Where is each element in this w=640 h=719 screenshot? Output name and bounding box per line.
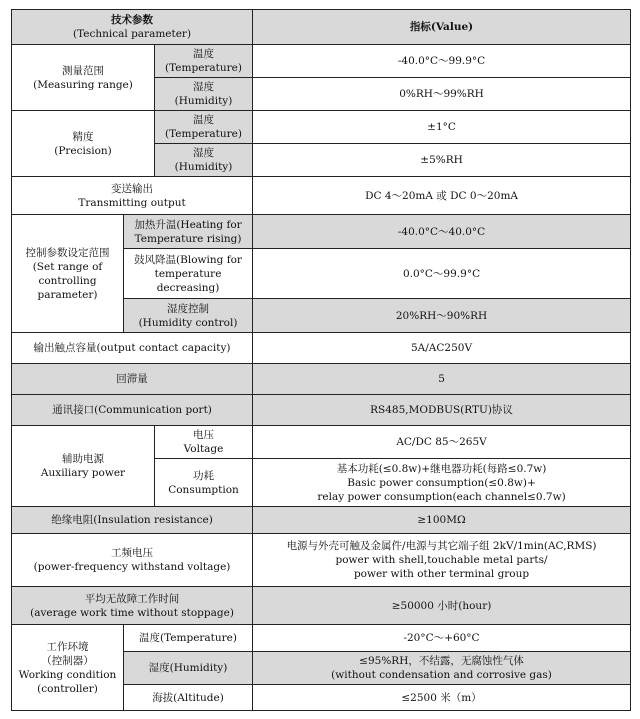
env-hum-label: 湿度(Humidity)	[124, 652, 253, 685]
mtbf-row	[12, 587, 631, 625]
control-humctrl-value: 20%RH～90%RH	[253, 299, 631, 333]
pf-voltage-line2: power with shell,touchable metal parts/	[335, 554, 548, 566]
control-label-en-1: (Set range of	[32, 260, 103, 273]
measuring-hum-label	[155, 78, 253, 111]
precision-hum-en: (Humidity)	[174, 161, 233, 173]
output-contact-row	[12, 333, 631, 364]
mtbf-value: ≥50000 小时(hour)	[253, 587, 631, 625]
aux-voltage-value: AC/DC 85～265V	[253, 426, 631, 459]
control-blowing-label	[124, 249, 253, 299]
insulation-label: 绝缘电阻(Insulation resistance)	[12, 507, 253, 534]
output-contact-value: 5A/AC250V	[253, 333, 631, 364]
environment-en-2: (controller)	[37, 682, 98, 695]
environment-en-1: Working condition	[18, 668, 117, 681]
control-label	[12, 215, 124, 333]
precision-temp-en: (Temperature)	[165, 128, 242, 140]
precision-temp-label	[155, 111, 253, 144]
header-value-cell: 指标(Value)	[253, 10, 631, 45]
aux-voltage-label	[155, 426, 253, 459]
aux-consumption-label	[155, 459, 253, 507]
pf-voltage-line3: power with other terminal group	[353, 568, 530, 580]
aux-consumption-line3: relay power consumption(each channel≤0.7w)	[317, 490, 566, 503]
measuring-hum-en: (Humidity)	[174, 95, 233, 107]
precision-temp-value: ±1°C	[253, 111, 631, 144]
control-heating-cn: 加热升温(Heating for	[134, 218, 242, 231]
pf-voltage-en: (power-frequency withstand voltage)	[33, 561, 231, 573]
measuring-temp-label	[155, 45, 253, 78]
measuring-hum-value: 0%RH～99%RH	[253, 78, 631, 111]
env-temp-row	[12, 625, 631, 652]
environment-cn: 工作环境	[46, 640, 89, 653]
measuring-label	[12, 45, 155, 111]
header-row	[12, 10, 631, 45]
aux-voltage-cn: 电压	[193, 429, 215, 441]
communication-row	[12, 395, 631, 426]
transmitting-label-en: Transmitting output	[78, 196, 186, 209]
control-humctrl-en: (Humidity control)	[138, 316, 238, 329]
measuring-temp-cn: 温度	[193, 48, 215, 60]
control-heating-en: Temperature rising)	[134, 232, 242, 245]
env-temp-label: 温度(Temperature)	[124, 625, 253, 652]
mtbf-label	[12, 587, 253, 625]
precision-label-en: (Precision)	[54, 144, 112, 157]
precision-temp-row	[12, 111, 631, 144]
environment-cn2: （控制器）	[41, 654, 94, 667]
transmitting-label-cn: 变送输出	[111, 182, 154, 195]
mtbf-cn: 平均无故障工作时间	[84, 592, 180, 605]
control-blowing-cn: 鼓风降温(Blowing for	[134, 253, 242, 266]
env-hum-value-1: ≤95%RH，不结露，无腐蚀性气体	[359, 655, 524, 667]
precision-label-cn: 精度	[72, 130, 94, 143]
aux-power-en: Auxiliary power	[40, 467, 126, 479]
aux-power-label	[12, 426, 155, 507]
aux-consumption-value	[253, 459, 631, 507]
control-heating-row	[12, 215, 631, 249]
env-temp-value: -20°C～+60°C	[253, 625, 631, 652]
env-hum-value	[253, 652, 631, 685]
measuring-temp-row	[12, 45, 631, 78]
measuring-temp-en: (Temperature)	[165, 62, 242, 74]
precision-hum-cn: 湿度	[193, 147, 215, 159]
precision-label	[12, 111, 155, 177]
header-param-en: (Technical parameter)	[72, 28, 192, 40]
transmitting-row	[12, 177, 631, 215]
measuring-label-en: (Measuring range)	[33, 78, 133, 91]
header-param-cn: 技术参数	[111, 14, 154, 26]
hysteresis-value: 5	[253, 364, 631, 395]
aux-power-cn: 辅助电源	[62, 453, 104, 465]
technical-parameter-table	[11, 9, 631, 711]
control-label-en-3: parameter)	[37, 288, 98, 301]
env-alt-label: 海拔(Altitude)	[124, 685, 253, 711]
pf-voltage-line1: 电源与外壳可触及金属件/电源与其它端子组 2kV/1min(AC,RMS)	[286, 540, 597, 552]
aux-voltage-row	[12, 426, 631, 459]
hysteresis-label: 回滞量	[12, 364, 253, 395]
measuring-temp-value: -40.0°C～99.9°C	[253, 45, 631, 78]
transmitting-value: DC 4～20mA 或 DC 0～20mA	[253, 177, 631, 215]
control-blowing-en-2: decreasing)	[156, 281, 220, 294]
aux-consumption-cn: 功耗	[193, 469, 215, 482]
control-blowing-en-1: temperature	[154, 267, 222, 280]
mtbf-en: (average work time without stoppage)	[30, 606, 234, 619]
header-param-cell	[12, 10, 253, 45]
aux-consumption-en: Consumption	[168, 483, 239, 496]
control-blowing-value: 0.0°C～99.9°C	[253, 249, 631, 299]
measuring-label-cn: 测量范围	[62, 64, 104, 77]
env-alt-value: ≤2500 米（m）	[253, 685, 631, 711]
aux-consumption-line2: Basic power consumption(≤0.8w)+	[347, 476, 536, 489]
env-hum-value-2: (without condensation and corrosive gas)	[331, 669, 552, 681]
measuring-hum-cn: 湿度	[193, 81, 215, 93]
environment-label	[12, 625, 124, 711]
hysteresis-row	[12, 364, 631, 395]
control-humctrl-label	[124, 299, 253, 333]
control-heating-label	[124, 215, 253, 249]
control-label-en-2: controlling	[38, 274, 97, 287]
precision-temp-cn: 温度	[193, 114, 215, 126]
pf-voltage-row	[12, 534, 631, 587]
transmitting-label	[12, 177, 253, 215]
insulation-row	[12, 507, 631, 534]
control-humctrl-cn: 湿度控制	[167, 302, 210, 315]
pf-voltage-value	[253, 534, 631, 587]
output-contact-label: 输出触点容量(output contact capacity)	[12, 333, 253, 364]
insulation-value: ≥100MΩ	[253, 507, 631, 534]
pf-voltage-cn: 工频电压	[111, 547, 154, 559]
precision-hum-label	[155, 144, 253, 177]
aux-voltage-en: Voltage	[183, 443, 224, 455]
control-label-cn: 控制参数设定范围	[25, 246, 110, 259]
communication-value: RS485,MODBUS(RTU)协议	[253, 395, 631, 426]
pf-voltage-label	[12, 534, 253, 587]
precision-hum-value: ±5%RH	[253, 144, 631, 177]
aux-consumption-line1: 基本功耗(≤0.8w)+继电器功耗(每路≤0.7w)	[336, 462, 547, 475]
communication-label: 通讯接口(Communication port)	[12, 395, 253, 426]
control-heating-value: -40.0°C～40.0°C	[253, 215, 631, 249]
